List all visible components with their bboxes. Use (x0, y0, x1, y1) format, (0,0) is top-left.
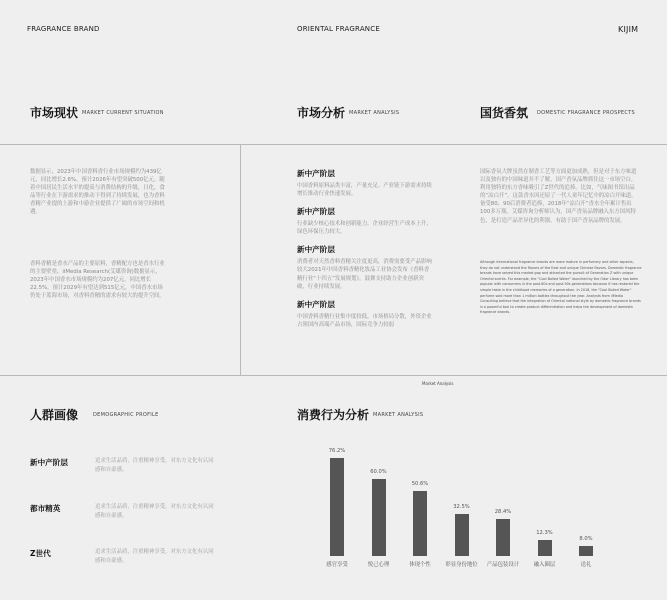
demographic-title: 人群画像 (30, 408, 79, 422)
bar-value-label: 50.6% (411, 480, 429, 487)
domestic-subtitle: DOMESTIC FRAGRANCE PROSPECTS (537, 110, 635, 116)
market-analysis-subtitle: MARKET ANALYSIS (349, 110, 400, 116)
demographic-subtitle: DEMOGRAPHIC PROFILE (93, 412, 159, 418)
bar (538, 540, 552, 556)
demographic-label: Z世代 (30, 549, 51, 558)
bar (579, 546, 593, 556)
market-analysis-title: 市场分析 (297, 106, 346, 120)
demographic-label: 都市精英 (30, 504, 61, 513)
consumer-title: 消费行为分析 (297, 408, 370, 422)
demographic-desc: 追求生活品质，注重精神享受，对东方文化有认同感和自豪感。 (95, 458, 214, 473)
analysis-item-title: 新中产阶层 (297, 169, 335, 178)
bar (496, 519, 510, 556)
demographic-desc: 追求生活品质，注重精神享受，对东方文化有认同感和自豪感。 (95, 549, 214, 564)
bar-value-label: 60.0% (370, 468, 387, 475)
market-analysis-note: Market Analysis (422, 381, 454, 386)
bar (413, 491, 427, 556)
market-current-paragraph-1: 数据显示，2023年中国香料香行业市场规模约为439亿元，同比增长2.6%，预计2026年有望突破500亿元，随着中国居民生活水平的提高与消费结构的升级，日化，食品等行业在下游需求的推动下得到了持续发展，也为香料香精产业提的上游和中游企业提供了广阔的市场空间和机遇。 (30, 169, 165, 216)
analysis-item-desc: 行业缺少核心技术和创新能力，企业经营生产成本上升，绿色环保压力较大。 (297, 221, 432, 236)
consumer-subtitle: MARKET ANALYSIS (373, 412, 424, 418)
category-label: 产品包装设计 (486, 562, 520, 568)
analysis-item-title: 新中产阶层 (297, 207, 335, 217)
demographic-label: 新中产阶层 (30, 458, 68, 467)
category-label: 体现个性 (409, 562, 431, 568)
market-current-paragraph-2: 香料香精是香水产品的主要原料，香精配方也是香水行业的主要壁垒，iiMedia Research(艾媒咨询)数据显示，2023年中国香水市场规模约为207亿元，同比增长22.5%，预计2029年有望达到515亿元，中国香水市场仍处于蓝海市场，对香料香精的需求有较大的提升空间。 (30, 261, 165, 300)
category-label: 彰显身份地位 (445, 562, 478, 568)
market-current-title: 市场现状 (30, 106, 79, 120)
analysis-item-title: 新中产阶层 (297, 245, 335, 255)
bar (330, 458, 344, 556)
bar-value-label: 28.4% (494, 509, 512, 516)
analysis-item-desc: 中国香料香精行业集中度较低，市场格局分散，外资企业占领国内高端产品市场，国际竞争力较弱 (297, 313, 432, 328)
bar-value-label: 8.0% (579, 535, 593, 542)
domestic-paragraph-en: Although international fragrance brands are more mature in perfumery and other aspects, they do not understand the flavors of the East and unique Chinese flavors. Domestic fragrance brands have seized this market gap and attracted the pursuit of Generation Z with unique Oriental scents. For example, the "Cool Boiled Water" launched by the Odor Library has been popular with consumers in the post-80s and post-90s generations because it has restored the simple taste in the childhood memories of a generation. In 2018, the "Cool Boiled Water" perfume sold more than 1 million bottles throughout the year. Analysts from iiMedia Consulting believe that the integration of Oriental national style by domestic fragrance brands is a powerful tool to create product differentiation and helps the development of domestic fragrance brands. (480, 260, 642, 315)
bar (455, 514, 469, 556)
bar-value-label: 76.2% (328, 448, 346, 454)
category-label: 融入圈层 (533, 562, 556, 568)
section-title: ORIENTAL FRAGRANCE (297, 25, 380, 33)
logo: KIJIM (618, 25, 639, 34)
analysis-item-desc: 消费者对天然香料香精关注度更高，消费需要受产品影响较大2021年中国香料香精化妆品工业协会发布《香料香精行业“十四五”发展规划》，鼓舞支持助力企业创新突破，行业持续发展。 (297, 259, 432, 290)
market-current-subtitle: MARKET CURRENT SITUATION (82, 110, 164, 116)
category-label: 悦己心理 (367, 562, 390, 568)
bar-value-label: 32.5% (453, 504, 470, 511)
domestic-paragraph-cn: 国际香氛大牌虽然在制香工艺等方面更加成熟，但是对于东方味道以及独有的中国味道并不了解，国产香氛品牌抓住这一市场空白，利用独特的东方香味吸引了Z世代的追捧。比如，气味图书馆出品的“凉白开”，这款香水因还原了一代人童年记忆中的凉白开味道，备受80、90后消费者追捧，2018年“凉白开”香水全年累计售出100多万瓶。艾媒咨询分析师认为，国产香氛品牌融入东方国风特色，是打造产品差异化的利器，有助于国产香氛品牌的发展。 (480, 169, 637, 224)
category-label: 送礼 (580, 562, 592, 568)
demographic-desc: 追求生活品质，注重精神享受，对东方文化有认同感和自豪感。 (95, 504, 214, 519)
brand-name: FRAGRANCE BRAND (27, 25, 100, 33)
category-label: 感官享受 (326, 562, 348, 568)
domestic-title: 国货香氛 (480, 106, 529, 120)
bar (372, 479, 386, 556)
analysis-item-title: 新中产阶层 (297, 299, 335, 309)
analysis-item-desc: 中国香料原料品类丰富，产量充足。产业链下游需求持续增长推动行业快速发展。 (297, 183, 432, 198)
bar-value-label: 12.3% (536, 530, 553, 537)
